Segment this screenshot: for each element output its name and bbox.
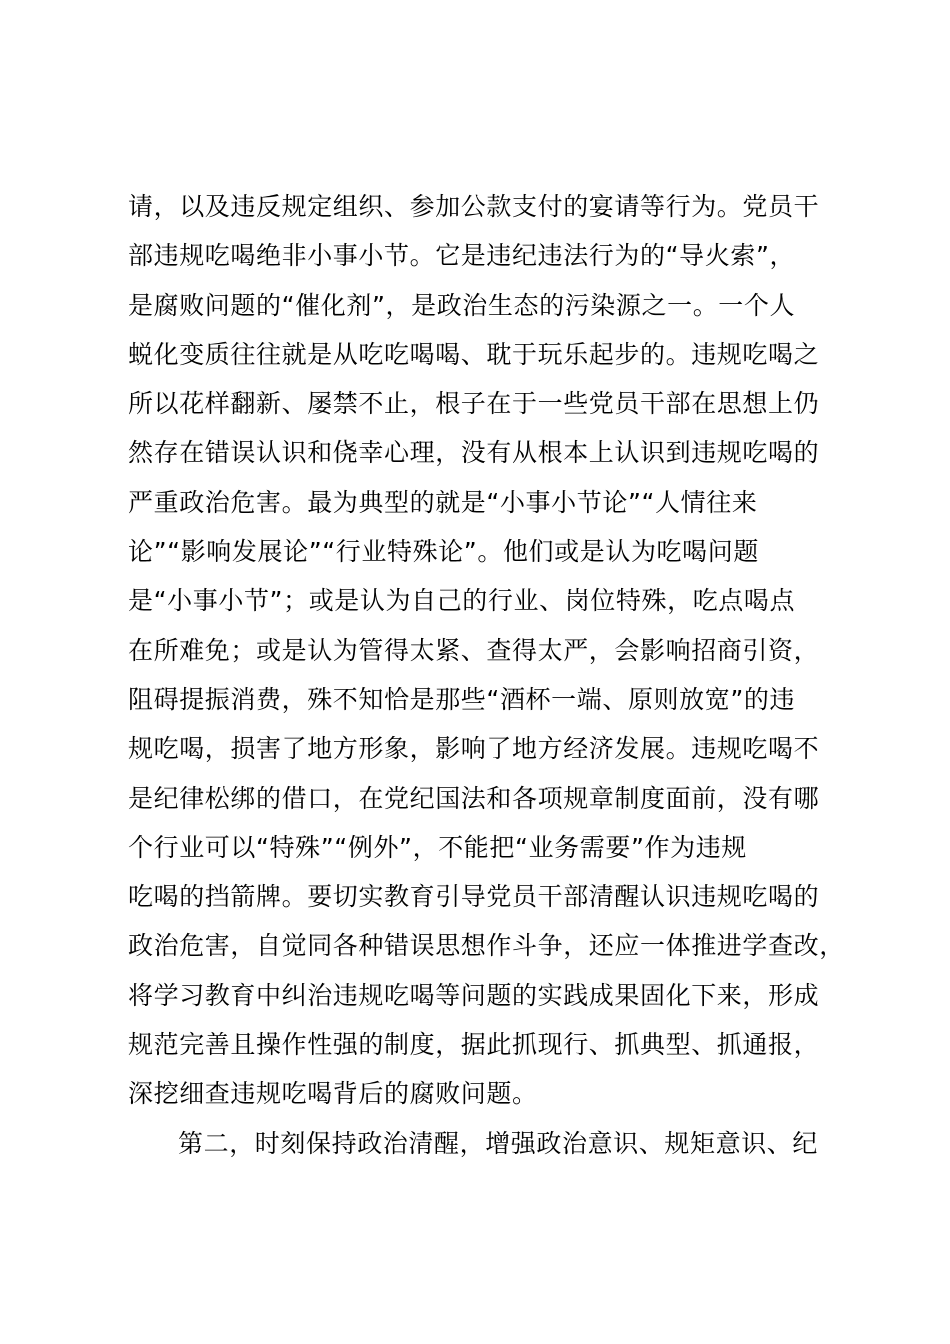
text-line: 部违规吃喝绝非小事小节。它是违纪违法行为的“导火索”， (128, 241, 796, 271)
text-line: 深挖细查违规吃喝背后的腐败问题。 (128, 1079, 538, 1109)
text-line: 是腐败问题的“催化剂”，是政治生态的污染源之一。一个人 (128, 290, 796, 320)
body-text (128, 182, 848, 1168)
text-line: 是“小事小节”；或是认为自己的行业、岗位特殊，吃点喝点 (128, 586, 796, 616)
text-line: 所以花样翻新、屡禁不止，根子在于一些党员干部在思想上仍 (128, 389, 820, 419)
text-line: 论”“影响发展论”“行业特殊论”。他们或是认为吃喝问题 (128, 537, 759, 567)
text-line: 个行业可以“特殊”“例外”，不能把“业务需要”作为违规 (128, 832, 747, 862)
text-line: 将学习教育中纠治违规吃喝等问题的实践成果固化下来，形成 (128, 980, 820, 1010)
text-line: 在所难免；或是认为管得太紧、查得太严，会影响招商引资， (128, 635, 820, 665)
text-line: 规吃喝，损害了地方形象，影响了地方经济发展。违规吃喝不 (128, 734, 820, 764)
text-line: 严重政治危害。最为典型的就是“小事小节论”“人情往来 (128, 487, 758, 517)
text-line: 然存在错误认识和侥幸心理，没有从根本上认识到违规吃喝的 (128, 438, 820, 468)
text-line: 政治危害，自觉同各种错误思想作斗争，还应一体推进学查改， (128, 931, 845, 961)
paragraph-start-line: 第二，时刻保持政治清醒，增强政治意识、规矩意识、纪 (178, 1128, 819, 1158)
text-line: 吃喝的挡箭牌。要切实教育引导党员干部清醒认识违规吃喝的 (128, 882, 820, 912)
text-line: 规范完善且操作性强的制度，据此抓现行、抓典型、抓通报， (128, 1030, 820, 1060)
text-line: 请，以及违反规定组织、参加公款支付的宴请等行为。党员干 (128, 192, 820, 221)
text-line: 蜕化变质往往就是从吃吃喝喝、耽于玩乐起步的。违规吃喝之 (128, 339, 820, 369)
text-line: 是纪律松绑的借口，在党纪国法和各项规章制度面前，没有哪 (128, 783, 820, 813)
text-line: 阻碍提振消费，殊不知恰是那些“酒杯一端、原则放宽”的违 (128, 684, 796, 714)
